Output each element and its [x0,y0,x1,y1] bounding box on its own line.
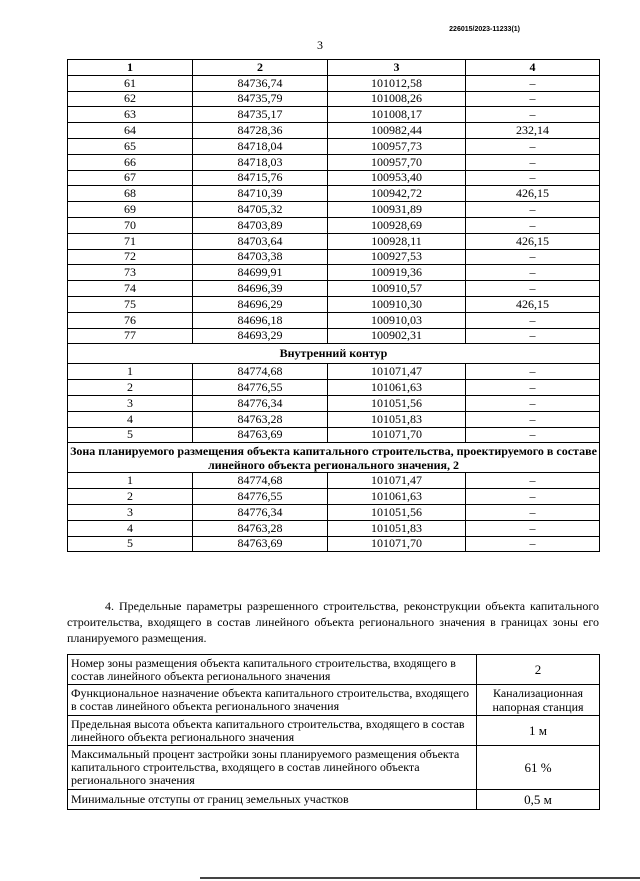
table-row [68,489,600,505]
table-cell: 61 [68,75,193,91]
table-cell: 77 [68,328,193,344]
table-row [68,395,600,411]
table-cell: 100953,40 [328,170,466,186]
table-cell: 5 [68,536,193,552]
table-cell: 70 [68,217,193,233]
table-cell: 100919,36 [328,265,466,281]
table-row [68,473,600,489]
table-cell: 4 [466,60,600,76]
zone-heading: Зона планируемого размещения объекта капитального строительства, проектируемого в составе линейного объекта регионального значения, 2 [68,443,600,473]
table-cell: 84776,34 [193,395,328,411]
table-cell: 71 [68,233,193,249]
param-row [68,685,600,716]
table-cell: 101051,83 [328,411,466,427]
table-cell: 62 [68,91,193,107]
table-row [68,296,600,312]
table-cell: 84763,69 [193,427,328,443]
table-cell: 66 [68,154,193,170]
table-cell: 100957,73 [328,138,466,154]
table-row [68,504,600,520]
table-cell: 100982,44 [328,123,466,139]
table-cell: 100927,53 [328,249,466,265]
table-cell: – [466,536,600,552]
table-cell: 84736,74 [193,75,328,91]
table-cell: 84715,76 [193,170,328,186]
parameters-table [67,654,600,810]
table-cell: 100942,72 [328,186,466,202]
table-cell: 100910,03 [328,312,466,328]
table-cell: 100902,31 [328,328,466,344]
coordinates-table [67,59,600,552]
param-label: Максимальный процент застройки зоны планируемого размещения объекта капитального строительства, входящего в состав линейного объекта регионального значения [68,746,477,790]
table-cell: 84703,38 [193,249,328,265]
table-cell: 72 [68,249,193,265]
table-cell: 84718,04 [193,138,328,154]
inner-contour-heading: Внутренний контур [68,344,600,364]
table-cell: 73 [68,265,193,281]
table-cell: 101061,63 [328,489,466,505]
param-row [68,746,600,790]
table-cell: 2 [193,60,328,76]
table-cell: 101071,70 [328,427,466,443]
document-number: 226015/2023-11233(1) [449,26,520,33]
table-cell: – [466,154,600,170]
table-cell: 84710,39 [193,186,328,202]
table-cell: – [466,504,600,520]
table-cell: 426,15 [466,186,600,202]
table-cell: 65 [68,138,193,154]
param-value: 61 % [477,746,600,790]
table-cell: 84703,89 [193,217,328,233]
table-cell: 76 [68,312,193,328]
table-cell: – [466,312,600,328]
table-cell: 100910,57 [328,281,466,297]
param-value: 1 м [477,716,600,746]
table-cell: 1 [68,364,193,380]
table-cell: 101051,56 [328,504,466,520]
param-value: 0,5 м [477,790,600,810]
table-row [68,281,600,297]
param-row [68,716,600,746]
table-cell: 101071,70 [328,536,466,552]
table-cell: 74 [68,281,193,297]
table-cell: – [466,427,600,443]
param-label: Минимальные отступы от границ земельных участков [68,790,477,810]
table-row [68,138,600,154]
table-cell: – [466,395,600,411]
table-row [68,107,600,123]
table-cell: 84774,68 [193,364,328,380]
table-cell: 84718,03 [193,154,328,170]
table-cell: 2 [68,489,193,505]
table-cell: 84776,55 [193,489,328,505]
table-row [68,312,600,328]
table-cell: 101008,26 [328,91,466,107]
table-row [68,123,600,139]
table-cell: – [466,170,600,186]
table-cell: 4 [68,520,193,536]
table-cell: 1 [68,473,193,489]
table-cell: 4 [68,411,193,427]
table-row [68,154,600,170]
table-header-row [68,60,600,76]
table-row [68,186,600,202]
table-cell: 84728,36 [193,123,328,139]
page-bottom-rule [200,877,640,879]
table-cell: 5 [68,427,193,443]
table-cell: 84763,28 [193,411,328,427]
table-cell: 426,15 [466,233,600,249]
table-cell: – [466,364,600,380]
table-cell: – [466,75,600,91]
table-cell: 84693,29 [193,328,328,344]
table-cell: 1 [68,60,193,76]
table-cell: 100910,30 [328,296,466,312]
table-cell: 84776,34 [193,504,328,520]
param-value: Канализационная напорная станция [477,685,600,716]
param-label: Функциональное назначение объекта капитального строительства, входящего в состав линейного объекта регионального значения [68,685,477,716]
table-cell: 84696,18 [193,312,328,328]
table-row [68,75,600,91]
table-row [68,427,600,443]
table-cell: 68 [68,186,193,202]
table-row [68,265,600,281]
table-cell: 84735,79 [193,91,328,107]
table-cell: 84776,55 [193,380,328,396]
table-row [68,91,600,107]
table-cell: 100928,69 [328,217,466,233]
table-cell: 84696,39 [193,281,328,297]
table-cell: 84774,68 [193,473,328,489]
table-cell: 101051,56 [328,395,466,411]
table-cell: – [466,281,600,297]
table-row [68,202,600,218]
table-row [68,364,600,380]
table-cell: – [466,202,600,218]
table-cell: 3 [68,395,193,411]
table-cell: 67 [68,170,193,186]
table-cell: 84735,17 [193,107,328,123]
table-cell: 69 [68,202,193,218]
table-row [68,328,600,344]
table-cell: 101051,83 [328,520,466,536]
table-cell: 75 [68,296,193,312]
table-cell: 84763,69 [193,536,328,552]
table-cell: – [466,473,600,489]
zone-heading-row [68,443,600,473]
table-cell: – [466,520,600,536]
table-row [68,536,600,552]
table-cell: 101071,47 [328,364,466,380]
table-cell: 63 [68,107,193,123]
table-cell: 100931,89 [328,202,466,218]
table-cell: – [466,328,600,344]
table-cell: – [466,411,600,427]
table-cell: 101008,17 [328,107,466,123]
table-cell: 101012,58 [328,75,466,91]
table-row [68,170,600,186]
param-label: Предельная высота объекта капитального строительства, входящего в состав линейного объекта регионального значения [68,716,477,746]
table-cell: 100957,70 [328,154,466,170]
table-cell: – [466,249,600,265]
table-cell: 2 [68,380,193,396]
table-cell: 84705,32 [193,202,328,218]
table-cell: 100928,11 [328,233,466,249]
table-cell: – [466,380,600,396]
table-cell: 3 [328,60,466,76]
table-row [68,380,600,396]
table-cell: – [466,138,600,154]
param-value: 2 [477,655,600,685]
table-cell: 101061,63 [328,380,466,396]
param-row [68,655,600,685]
table-row [68,411,600,427]
param-row [68,790,600,810]
table-cell: – [466,91,600,107]
table-cell: 232,14 [466,123,600,139]
param-label: Номер зоны размещения объекта капитального строительства, входящего в состав линейного объекта регионального значения [68,655,477,685]
table-cell: – [466,489,600,505]
page-number: 3 [317,38,323,52]
table-cell: 84763,28 [193,520,328,536]
table-cell: – [466,217,600,233]
table-cell: 101071,47 [328,473,466,489]
table-cell: – [466,107,600,123]
table-cell: – [466,265,600,281]
table-cell: 64 [68,123,193,139]
table-row [68,520,600,536]
table-cell: 3 [68,504,193,520]
table-cell: 84703,64 [193,233,328,249]
table-row [68,233,600,249]
table-cell: 426,15 [466,296,600,312]
table-cell: 84696,29 [193,296,328,312]
table-row [68,249,600,265]
section-4-paragraph: 4. Предельные параметры разрешенного строительства, реконструкции объекта капитального строительства, входящего в состав линейного объекта регионального значения в границах зоны его планируемого размещения. [67,599,599,645]
table-row [68,217,600,233]
table-cell: 84699,91 [193,265,328,281]
inner-contour-heading-row [68,344,600,364]
